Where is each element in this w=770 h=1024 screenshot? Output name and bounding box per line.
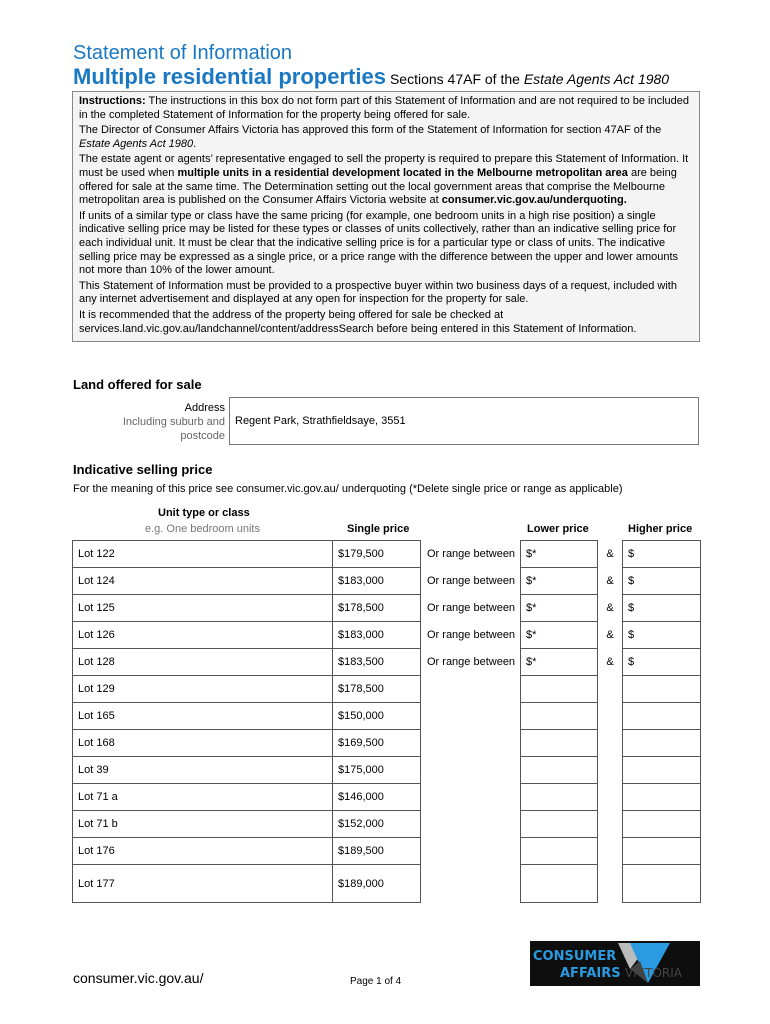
ampersand: & — [606, 548, 614, 560]
table-row — [73, 595, 701, 622]
instr-p6: It is recommended that the address of the property being offered for sale be checked at services.land.vic.gov.au/landchannel/content/addressSearch before being entered in this Statement of Information. — [79, 308, 637, 335]
underquoting-link[interactable]: consumer.vic.gov.au/underquoting. — [441, 194, 627, 207]
single-price-cell[interactable]: $183,000 — [333, 622, 421, 649]
col-unit-hint: e.g. One bedroom units — [145, 523, 260, 535]
unit-cell[interactable]: Lot 176 — [73, 838, 333, 865]
single-price-cell[interactable]: $169,500 — [333, 730, 421, 757]
table-row — [73, 568, 701, 595]
higher-price-cell[interactable]: $ — [623, 595, 701, 622]
lower-price-cell[interactable]: $* — [521, 541, 598, 568]
table-row — [73, 541, 701, 568]
address-label-main: Address — [184, 402, 225, 414]
ampersand: & — [606, 656, 614, 668]
lower-price-cell[interactable] — [521, 838, 598, 865]
instructions-box: Instructions: The instructions in this box do not form part of this Statement of Information and are not required to be included in the completed Statement of Information for the property being offered for sale. The Director of Consumer Affairs Victoria has approved this form of the Statement of Information for section 47AF of the Estate Agents Act 1980. The estate agent or agents’ representative engaged to sell the property is required to prepare this Statement of Information. It must be used when multiple units in a residential development located in the Melbourne metropolitan area are being offered for sale at the same time. The Determination setting out the local government areas that comprise the Melbourne metropolitan area is published on the Consumer Affairs Victoria website at consumer.vic.gov.au/underquoting. If units of a similar type or class have the same pricing (for example, one bedroom units in a high rise position) a single indicative selling price may be listed for these types or classes of units collectively, rather than an indicative selling price for each individual unit. It must be clear that the indicative selling price is for a particular type or class of units. The indicative selling price may be expressed as a single price, or a price range with the difference between the upper and lower amounts not more than 10% of the lower amount. This Statement of Information must be provided to a prospective buyer within two business days of a request, included with any internet advertisement and displayed at any open for inspection for the property for sale. It is recommended that the address of the property being offered for sale be checked at services.land.vic.gov.au/landchannel/content/addressSearch before being entered in this Statement of Information. — [72, 91, 700, 342]
single-price-cell[interactable]: $146,000 — [333, 784, 421, 811]
table-row — [73, 811, 701, 838]
table-row — [73, 676, 701, 703]
table-row — [73, 730, 701, 757]
ampersand — [598, 757, 623, 784]
document-subtitle — [73, 64, 669, 90]
ampersand — [598, 784, 623, 811]
higher-price-cell[interactable] — [623, 811, 701, 838]
lower-price-cell[interactable] — [521, 757, 598, 784]
higher-price-cell[interactable]: $ — [623, 649, 701, 676]
range-label — [421, 784, 521, 811]
unit-cell[interactable]: Lot 165 — [73, 703, 333, 730]
instr-p2: The Director of Consumer Affairs Victoria has approved this form of the Statement of Information for section 47AF of the — [79, 124, 662, 137]
document-title: Statement of Information — [73, 42, 293, 64]
single-price-cell[interactable]: $175,000 — [333, 757, 421, 784]
table-row — [73, 622, 701, 649]
lower-price-cell[interactable] — [521, 703, 598, 730]
unit-cell[interactable]: Lot 177 — [73, 865, 333, 903]
range-label — [421, 757, 521, 784]
lower-price-cell[interactable]: $* — [521, 649, 598, 676]
unit-cell[interactable]: Lot 128 — [73, 649, 333, 676]
instr-p2-act: Estate Agents Act 1980 — [79, 137, 194, 150]
col-lower-header: Lower price — [527, 523, 589, 535]
single-price-cell[interactable]: $152,000 — [333, 811, 421, 838]
range-label — [421, 811, 521, 838]
lower-price-cell[interactable]: $* — [521, 568, 598, 595]
price-meaning-note: For the meaning of this price see consumer.vic.gov.au/ underquoting (*Delete single price or range as applicable) — [73, 483, 623, 495]
higher-price-cell[interactable] — [623, 757, 701, 784]
instructions-label: Instructions: — [79, 95, 146, 107]
instr-p4: If units of a similar type or class have the same pricing (for example, one bedroom units in a high rise position) a single indicative selling price may be listed for these types or classes of units collectively, rather than an indicative selling price for each individual unit. It must be clear that the indicative selling price is for a particular type or class of units. The indicative selling price may be expressed as a single price, or a price range with the difference between the upper and lower amounts not more than 10% of the lower amount. — [79, 209, 679, 277]
higher-price-cell[interactable] — [623, 730, 701, 757]
lower-price-cell[interactable] — [521, 676, 598, 703]
single-price-cell[interactable]: $178,500 — [333, 595, 421, 622]
single-price-cell[interactable]: $150,000 — [333, 703, 421, 730]
lower-price-cell[interactable] — [521, 865, 598, 903]
ampersand: & — [606, 575, 614, 587]
table-row — [73, 865, 701, 903]
sections-text: Sections 47AF of the — [389, 71, 524, 87]
price-heading: Indicative selling price — [73, 462, 213, 477]
table-row — [73, 703, 701, 730]
unit-cell[interactable]: Lot 71 b — [73, 811, 333, 838]
svg-text:AFFAIRS: AFFAIRS — [560, 966, 621, 981]
higher-price-cell[interactable]: $ — [623, 568, 701, 595]
higher-price-cell[interactable] — [623, 838, 701, 865]
price-table — [72, 540, 701, 903]
unit-cell[interactable]: Lot 168 — [73, 730, 333, 757]
ampersand — [598, 730, 623, 757]
instr-p5: This Statement of Information must be provided to a prospective buyer within two business days of a request, included with any internet advertisement and displayed at any open for inspection for the property for sale. — [79, 279, 677, 306]
act-name: Estate Agents Act 1980 — [523, 71, 670, 87]
col-unit-header: Unit type or class — [158, 507, 250, 519]
range-label: Or range between — [427, 548, 516, 560]
table-row — [73, 757, 701, 784]
subtitle-text: Multiple residential properties — [73, 64, 386, 89]
single-price-cell[interactable]: $183,500 — [333, 649, 421, 676]
higher-price-cell[interactable]: $ — [623, 541, 701, 568]
ampersand: & — [606, 602, 614, 614]
footer-url[interactable]: consumer.vic.gov.au/ — [73, 970, 204, 986]
range-label: Or range between — [427, 656, 516, 668]
consumer-affairs-victoria-logo — [530, 941, 700, 986]
logo-graphic — [530, 941, 700, 986]
lower-price-cell[interactable] — [521, 811, 598, 838]
unit-cell[interactable]: Lot 71 a — [73, 784, 333, 811]
single-price-cell[interactable]: $183,000 — [333, 568, 421, 595]
lower-price-cell[interactable]: $* — [521, 622, 598, 649]
unit-cell[interactable]: Lot 39 — [73, 757, 333, 784]
sections-reference — [390, 71, 669, 87]
ampersand — [598, 838, 623, 865]
unit-cell[interactable]: Lot 129 — [73, 676, 333, 703]
single-price-cell[interactable]: $189,000 — [333, 865, 421, 903]
col-higher-header: Higher price — [628, 523, 693, 535]
unit-cell[interactable]: Lot 125 — [73, 595, 333, 622]
ampersand — [598, 865, 623, 903]
svg-text:CONSUMER: CONSUMER — [533, 949, 617, 964]
lower-price-cell[interactable]: $* — [521, 595, 598, 622]
higher-price-cell[interactable] — [623, 703, 701, 730]
address-label-hint: Including suburb and postcode — [122, 416, 225, 442]
range-label — [421, 865, 521, 903]
single-price-cell[interactable]: $178,500 — [333, 676, 421, 703]
range-label: Or range between — [427, 629, 516, 641]
range-label: Or range between — [427, 575, 516, 587]
unit-cell[interactable]: Lot 126 — [73, 622, 333, 649]
single-price-cell[interactable]: $189,500 — [333, 838, 421, 865]
higher-price-cell[interactable]: $ — [623, 622, 701, 649]
col-single-header: Single price — [347, 523, 410, 535]
land-heading: Land offered for sale — [73, 377, 202, 392]
higher-price-cell[interactable] — [623, 676, 701, 703]
higher-price-cell[interactable] — [623, 784, 701, 811]
table-row — [73, 784, 701, 811]
instr-p3a: The estate agent or agents’ representative engaged to sell the property is required to prepare this Statement of Information. It must be used when — [79, 153, 689, 179]
instr-p3b: multiple units in a residential development located in the Melbourne metropolitan area — [177, 166, 628, 179]
range-label — [421, 676, 521, 703]
instr-p1: The instructions in this box do not form part of this Statement of Information and are not required to be included in the completed Statement of Information for the property being offered for sale. — [79, 95, 690, 121]
range-label — [421, 703, 521, 730]
address-field[interactable]: Regent Park, Strathfieldsaye, 3551 — [229, 397, 699, 445]
unit-cell[interactable]: Lot 124 — [73, 568, 333, 595]
range-label: Or range between — [427, 602, 516, 614]
single-price-cell[interactable]: $179,500 — [333, 541, 421, 568]
ampersand: & — [606, 629, 614, 641]
ampersand — [598, 676, 623, 703]
unit-cell[interactable]: Lot 122 — [73, 541, 333, 568]
page-number: Page 1 of 4 — [350, 976, 402, 987]
instr-p3c: are being offered for sale at the same time. The Determination setting out the local government areas that comprise the Melbourne metropolitan area is published on the Consumer Affairs Victoria website at — [79, 166, 677, 207]
svg-text:VICTORIA: VICTORIA — [625, 966, 682, 980]
range-label — [421, 838, 521, 865]
table-row — [73, 649, 701, 676]
range-label — [421, 730, 521, 757]
ampersand — [598, 811, 623, 838]
table-row — [73, 838, 701, 865]
address-label — [100, 401, 225, 443]
ampersand — [598, 703, 623, 730]
lower-price-cell[interactable] — [521, 730, 598, 757]
lower-price-cell[interactable] — [521, 784, 598, 811]
higher-price-cell[interactable] — [623, 865, 701, 903]
